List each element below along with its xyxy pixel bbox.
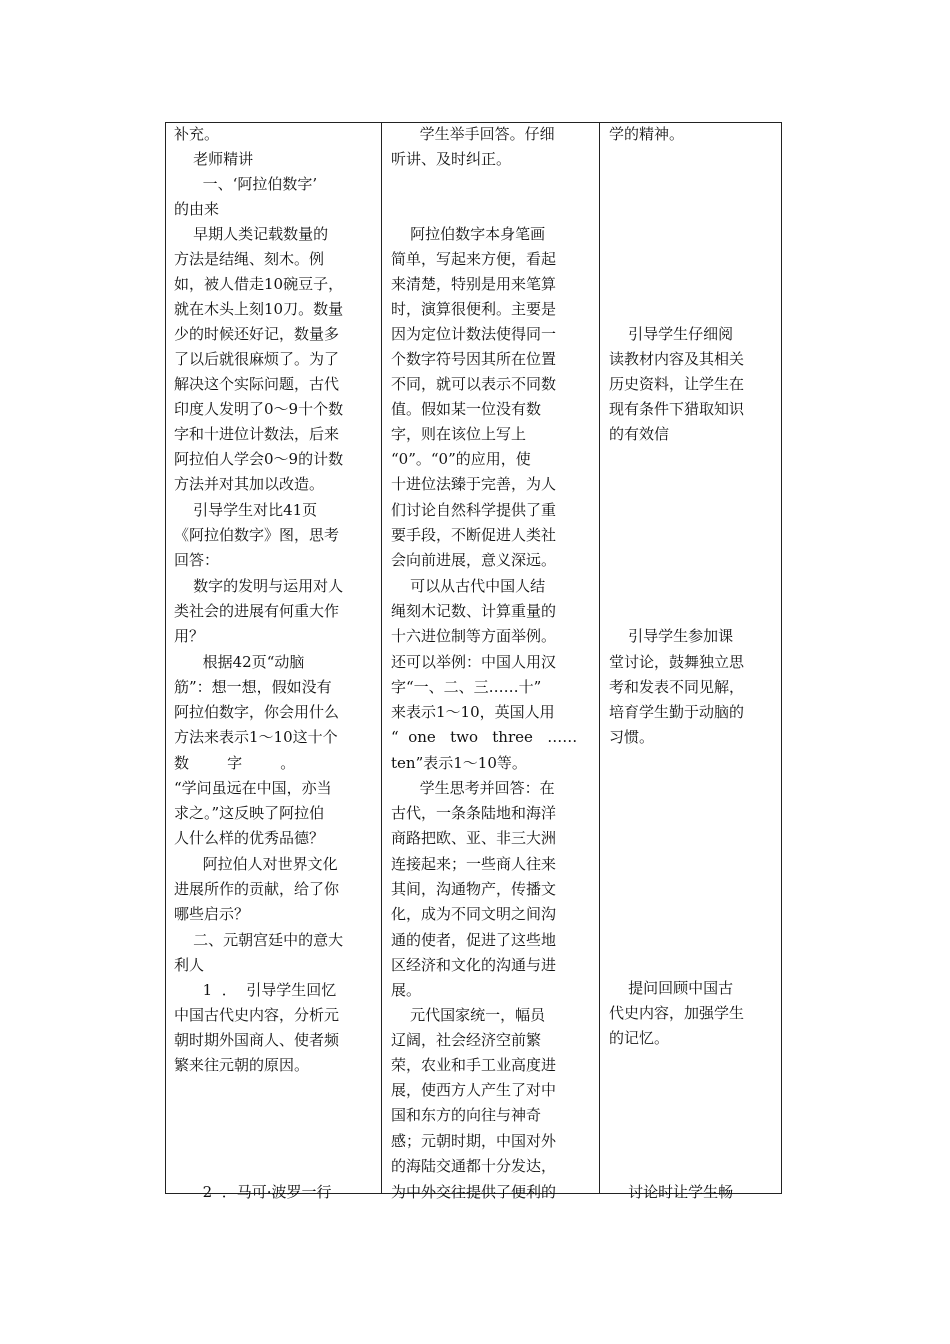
col1-text-line: 阿拉伯人学会0～9的计数 [174,450,344,468]
col2-text-line: 展。 [391,981,422,999]
col1-text-line: 筋”：想一想，假如没有 [174,678,332,696]
col3-text-line: 现有条件下猎取知识 [609,400,745,418]
col3-text-line: 习惯。 [609,728,655,746]
col2-text-line: 个数字符号因其所在位置 [391,350,557,368]
col2-text-line: 古代，一条条陆地和海洋 [391,804,557,822]
col2-text-line: 可以从古代中国人结 [391,577,546,595]
col1-text-line: 一、‘阿拉伯数字’ [174,175,318,193]
col1-text-line: 数字的发明与运用对人 [174,577,344,595]
col1-text-line: 数 字 。 [174,754,296,772]
col2-text-line: 国和东方的向往与神奇 [391,1106,542,1124]
col2-text-line: 荣，农业和手工业高度进 [391,1056,557,1074]
col3-text-line: 讨论时让学生畅 [609,1183,734,1201]
col3-text-line: 引导学生仔细阅 [609,325,734,343]
col3-text-line: 引导学生参加课 [609,627,734,645]
col1-text-line: 《阿拉伯数字》图，思考 [174,526,340,544]
col2-text-line: 其间，沟通物产，传播文 [391,880,557,898]
col2-text-line: 字“一、二、三……十” [391,678,542,696]
col1-text-line: 方法是结绳、刻木。例 [174,250,325,268]
col1-text-line: 根据42页“动脑 [174,653,305,671]
col2-text-line: 化，成为不同文明之间沟 [391,905,557,923]
col3-text-line: 的有效信 [609,425,670,443]
col2-text-line: 学生思考并回答：在 [391,779,555,797]
col2-text-line: 十进位法臻于完善，为人 [391,475,557,493]
col2-text-line: 绳刻木记数、计算重量的 [391,602,557,620]
col3-text-line: 堂讨论，鼓舞独立思 [609,653,745,671]
col2-text-line: 的海陆交通都十分发达， [391,1157,557,1175]
col2-text-line: 字，则在该位上写上 [391,425,527,443]
col1-text-line: 类社会的进展有何重大作 [174,602,340,620]
col2-text-line: 们讨论自然科学提供了重 [391,501,557,519]
col1-text-line: 老师精讲 [174,150,254,168]
col1-text-line: 少的时候还好记，数量多 [174,325,340,343]
col2-text-line: 元代国家统一，幅员 [391,1006,546,1024]
col2-text-line: 展，使西方人产生了对中 [391,1081,557,1099]
col1-text-line: 早期人类记载数量的 [174,225,329,243]
col2-text-line: 来表示1～10，英国人用 [391,703,555,721]
col2-text-line: 为中外交往提供了便利的 [391,1183,557,1201]
col2-text-line: 连接起来；一些商人往来 [391,855,557,873]
col2-text-line: “ one two three …… [391,728,578,746]
col1-text-line: 进展所作的贡献，给了你 [174,880,340,898]
col2-text-line: 不同，就可以表示不同数 [391,375,557,393]
col2-text-line: 十六进位制等方面举例。 [391,627,557,645]
col1-text-line: 用？ [174,627,205,645]
col1-text-line: 的由来 [174,200,220,218]
col2-text-line: 通的使者，促进了这些地 [391,931,557,949]
col2-text-line: 听讲、及时纠正。 [391,150,512,168]
col1-text-line: 方法并对其加以改造。 [174,475,325,493]
col2-text-line: 辽阔，社会经济空前繁 [391,1031,542,1049]
col3-text-line: 历史资料，让学生在 [609,375,745,393]
col1-text-line: 印度人发明了0～9十个数 [174,400,344,418]
col3-text-line: 代史内容，加强学生 [609,1004,745,1022]
col2-text-line: 学生举手回答。仔细 [391,125,555,143]
col1-text-line: 求之。”这反映了阿拉伯 [174,804,325,822]
col1-text-line: “学问虽远在中国，亦当 [174,779,332,797]
col1-text-line: 2 ．马可·波罗一行 [174,1183,332,1201]
col2-text-line: 来清楚，特别是用来笔算 [391,275,557,293]
col1-text-line: 哪些启示？ [174,905,250,923]
lesson-plan-table [165,122,782,1201]
col1-text-line: 回答： [174,551,220,569]
col1-text-line: 了以后就很麻烦了。为了 [174,350,340,368]
col3-text-line: 培育学生勤于动脑的 [609,703,745,721]
col2-text-line: 值。假如某一位没有数 [391,400,542,418]
student-activity-column [382,123,600,1201]
col3-text-line: 提问回顾中国古 [609,979,734,997]
col1-text-line: 人什么样的优秀品德？ [174,829,325,847]
col1-text-line: 朝时期外国商人、使者频 [174,1031,340,1049]
col3-text-line: 的记忆。 [609,1029,670,1047]
col2-text-line: 区经济和文化的沟通与进 [391,956,557,974]
col1-text-line: 二、元朝宫廷中的意大 [174,931,344,949]
col1-text-line: 如，被人借走10碗豆子， [174,275,344,293]
col2-text-line: 商路把欧、亚、非三大洲 [391,829,557,847]
col1-text-line: 字和十进位计数法，后来 [174,425,340,443]
col2-text-line: 要手段，不断促进人类社 [391,526,557,544]
col1-text-line: 阿拉伯数字，你会用什么 [174,703,340,721]
col1-text-line: 补充。 [174,125,220,143]
col2-text-line: 会向前进展，意义深远。 [391,551,557,569]
col2-text-line: ten”表示1～10等。 [391,754,527,772]
teacher-activity-column [166,123,382,1201]
col2-text-line: 阿拉伯数字本身笔画 [391,225,546,243]
col2-text-line: 感；元朝时期，中国对外 [391,1132,557,1150]
col2-text-line: 因为定位计数法使得同一 [391,325,557,343]
col3-text-line: 读教材内容及其相关 [609,350,745,368]
col1-text-line: 解决这个实际问题，古代 [174,375,340,393]
col2-text-line: 简单，写起来方便，看起 [391,250,557,268]
col2-text-line: 时，演算很便利。主要是 [391,300,557,318]
col2-text-line: “0”。“0”的应用，使 [391,450,531,468]
col1-text-line: 中国古代史内容，分析元 [174,1006,340,1024]
col1-text-line: 阿拉伯人对世界文化 [174,855,338,873]
design-intent-column [600,123,783,1201]
col2-text-line: 还可以举例：中国人用汉 [391,653,557,671]
col1-text-line: 引导学生对比41页 [174,501,318,519]
col3-text-line: 学的精神。 [609,125,685,143]
col1-text-line: 利人 [174,956,205,974]
col1-text-line: 1 ． 引导学生回忆 [174,981,337,999]
col1-text-line: 方法来表示1～10这十个 [174,728,338,746]
col3-text-line: 考和发表不同见解， [609,678,745,696]
col1-text-line: 就在木头上刻10刀。数量 [174,300,344,318]
col1-text-line: 繁来往元朝的原因。 [174,1056,310,1074]
